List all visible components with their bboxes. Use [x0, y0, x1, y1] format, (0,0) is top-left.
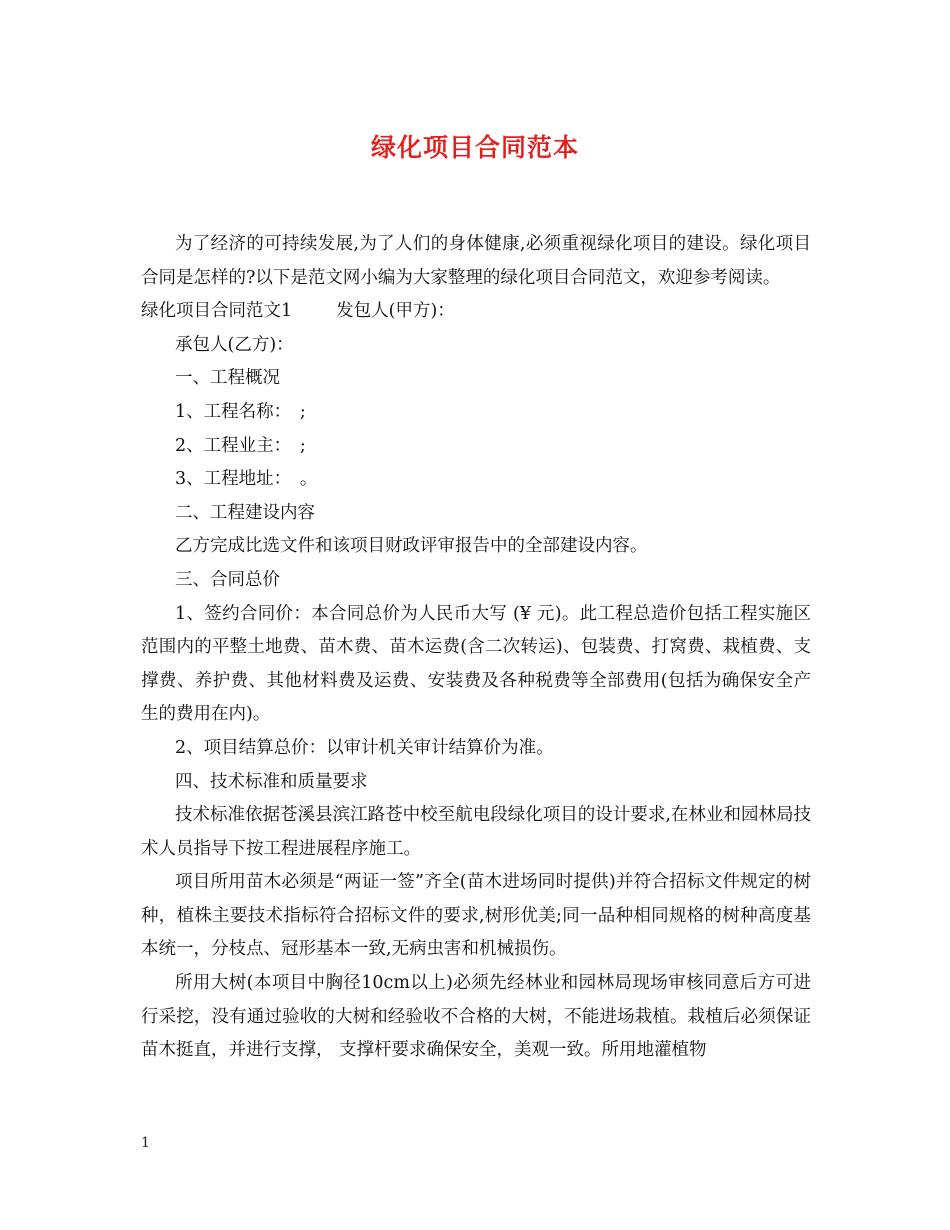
- paragraph-project-owner: 2、工程业主： ;: [175, 435, 306, 456]
- paragraph-contract-heading: [141, 295, 811, 329]
- section-heading-standards: 四、技术标准和质量要求: [175, 771, 368, 792]
- paragraph-seedlings: 项目所用苗木必须是“两证一签”齐全(苗木进场同时提供)并符合招标文件规定的树种，植株主要技术指标符合招标文件的要求,树形优美;同一品种相同规格的树种高度基本统一，分枝点、冠形基本一致,无病虫害和机械损伤。: [141, 872, 811, 960]
- party-a-label: 发包人(甲方)：: [336, 301, 455, 322]
- section-heading-content: 二、工程建设内容: [175, 502, 315, 523]
- paragraph-contract-price: 1、签约合同价：本合同总价为人民币大写 (¥ 元)。此工程总造价包括工程实施区范围内的平整土地费、苗木费、苗木运费(含二次转运)、包装费、打窝费、栽植费、支撑费、养护费、其他材料费及运费、安装费及各种税费等全部费用(包括为确保安全产生的费用在内)。: [141, 603, 811, 725]
- paragraph-project-address: 3、工程地址： 。: [175, 469, 318, 490]
- paragraph-settlement-price: 2、项目结算总价：以审计机关审计结算价为准。: [175, 737, 554, 758]
- paragraph-large-trees: 所用大树(本项目中胸径10cm以上)必须先经林业和园林局现场审核同意后方可进行采挖，没有通过验收的大树和经验收不合格的大树，不能进场栽植。栽植后必须保证苗木挺直，并进行支撑， 支撑杆要求确保安全，美观一致。所用地灌植物: [141, 973, 811, 1061]
- contract-heading-label: 绿化项目合同范文1: [141, 301, 293, 322]
- paragraph-project-name: 1、工程名称： ;: [175, 401, 306, 422]
- section-heading-overview: 一、工程概况: [175, 368, 280, 389]
- document-title: 绿化项目合同范本: [370, 133, 579, 162]
- section-heading-price: 三、合同总价: [175, 569, 280, 590]
- paragraph-standards: 技术标准依据苍溪县滨江路苍中校至航电段绿化项目的设计要求,在林业和园林局技术人员指导下按工程进展程序施工。: [141, 805, 811, 859]
- document-body: [141, 228, 811, 1068]
- paragraph-intro: 为了经济的可持续发展,为了人们的身体健康,必须重视绿化项目的建设。绿化项目合同是怎样的?以下是范文网小编为大家整理的绿化项目合同范文，欢迎参考阅读。: [141, 234, 811, 288]
- paragraph-party-b: 承包人(乙方)：: [175, 334, 294, 355]
- page-number: 1: [141, 1135, 150, 1151]
- paragraph-content: 乙方完成比选文件和该项目财政评审报告中的全部建设内容。: [175, 536, 648, 557]
